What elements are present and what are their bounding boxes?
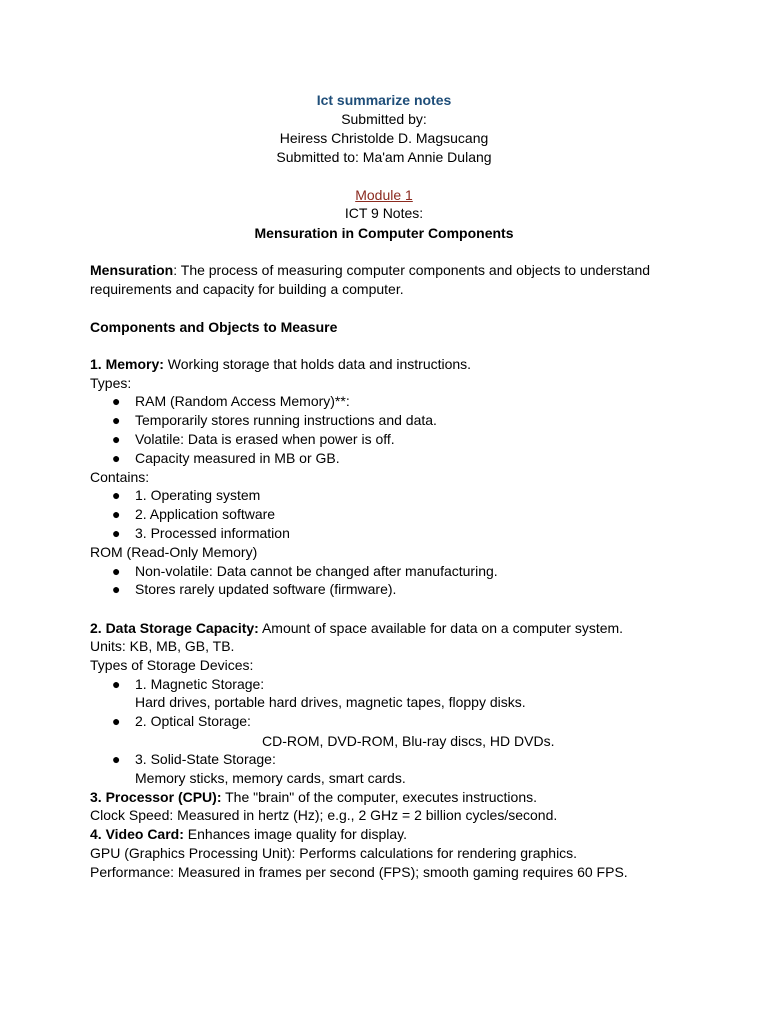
processor-title: 3. Processor (CPU): [90, 789, 222, 805]
video-title: 4. Video Card: [90, 826, 184, 842]
bullet-icon: ● [112, 676, 121, 692]
storage-desc: Amount of space available for data on a computer system. [258, 620, 624, 636]
list-item: ● 2. Optical Storage: [112, 713, 251, 729]
module-label: Module 1 [355, 187, 413, 203]
section-heading: Mensuration in Computer Components [254, 225, 514, 241]
list-item: ● Stores rarely updated software (firmware). [112, 581, 397, 597]
memory-types-label: Types: [90, 375, 132, 391]
magnetic-desc: Hard drives, portable hard drives, magnetic tapes, floppy disks. [135, 694, 526, 710]
components-heading: Components and Objects to Measure [90, 319, 338, 335]
list-item: ● 3. Processed information [112, 525, 290, 541]
bullet-icon: ● [112, 525, 121, 541]
storage-heading [90, 619, 708, 638]
bullet-icon: ● [112, 713, 121, 729]
memory-heading [90, 355, 708, 374]
storage-units: Units: KB, MB, GB, TB. [90, 638, 235, 654]
solid-desc: Memory sticks, memory cards, smart cards. [135, 770, 406, 786]
performance-line: Performance: Measured in frames per second (FPS); smooth gaming requires 60 FPS. [90, 864, 628, 880]
module-heading [0, 186, 768, 205]
author-name: Heiress Christolde D. Magsucang [279, 130, 489, 146]
video-desc: Enhances image quality for display. [183, 826, 407, 842]
intro-line-2: requirements and capacity for building a computer. [90, 281, 404, 297]
storage-types-label: Types of Storage Devices: [90, 657, 254, 673]
document-title: Ict summarize notes [316, 92, 452, 108]
storage-title: 2. Data Storage Capacity: [90, 620, 259, 636]
list-item: ● Capacity measured in MB or GB. [112, 450, 340, 466]
memory-desc: Working storage that holds data and instructions. [163, 356, 472, 372]
bullet-icon: ● [112, 393, 121, 409]
bullet-icon: ● [112, 412, 121, 428]
list-item: ● Volatile: Data is erased when power is off. [112, 431, 395, 447]
rom-label: ROM (Read-Only Memory) [90, 544, 258, 560]
bullet-icon: ● [112, 487, 121, 503]
processor-desc: The "brain" of the computer, executes instructions. [221, 789, 537, 805]
clock-speed: Clock Speed: Measured in hertz (Hz); e.g., 2 GHz = 2 billion cycles/second. [90, 807, 558, 823]
bullet-icon: ● [112, 506, 121, 522]
bullet-icon: ● [112, 563, 121, 579]
gpu-line: GPU (Graphics Processing Unit): Performs calculations for rendering graphics. [90, 845, 578, 861]
list-item: ● 2. Application software [112, 506, 276, 522]
bullet-icon: ● [112, 431, 121, 447]
memory-title: 1. Memory: [90, 356, 164, 372]
submitted-to: Submitted to: Ma'am Annie Dulang [276, 149, 492, 165]
intro-term: Mensuration [90, 262, 174, 278]
video-heading [90, 825, 708, 844]
bullet-icon: ● [112, 751, 121, 767]
memory-contains-label: Contains: [90, 469, 150, 485]
notes-label: ICT 9 Notes: [344, 205, 424, 221]
optical-desc: CD-ROM, DVD-ROM, Blu-ray discs, HD DVDs. [262, 733, 555, 749]
list-item: ● Temporarily stores running instructions and data. [112, 412, 437, 428]
list-item: ● Non-volatile: Data cannot be changed after manufacturing. [112, 563, 498, 579]
intro-text-1: : The process of measuring computer components and objects to understand [173, 262, 651, 278]
intro-line-1 [90, 261, 708, 280]
bullet-icon: ● [112, 450, 121, 466]
bullet-icon: ● [112, 581, 121, 597]
list-item: ● 1. Magnetic Storage: [112, 676, 265, 692]
list-item: ● 3. Solid-State Storage: [112, 751, 276, 767]
list-item: ● RAM (Random Access Memory)**: [112, 393, 350, 409]
submitted-by-label: Submitted by: [341, 111, 427, 127]
list-item: ● 1. Operating system [112, 487, 261, 503]
processor-heading [90, 788, 708, 807]
